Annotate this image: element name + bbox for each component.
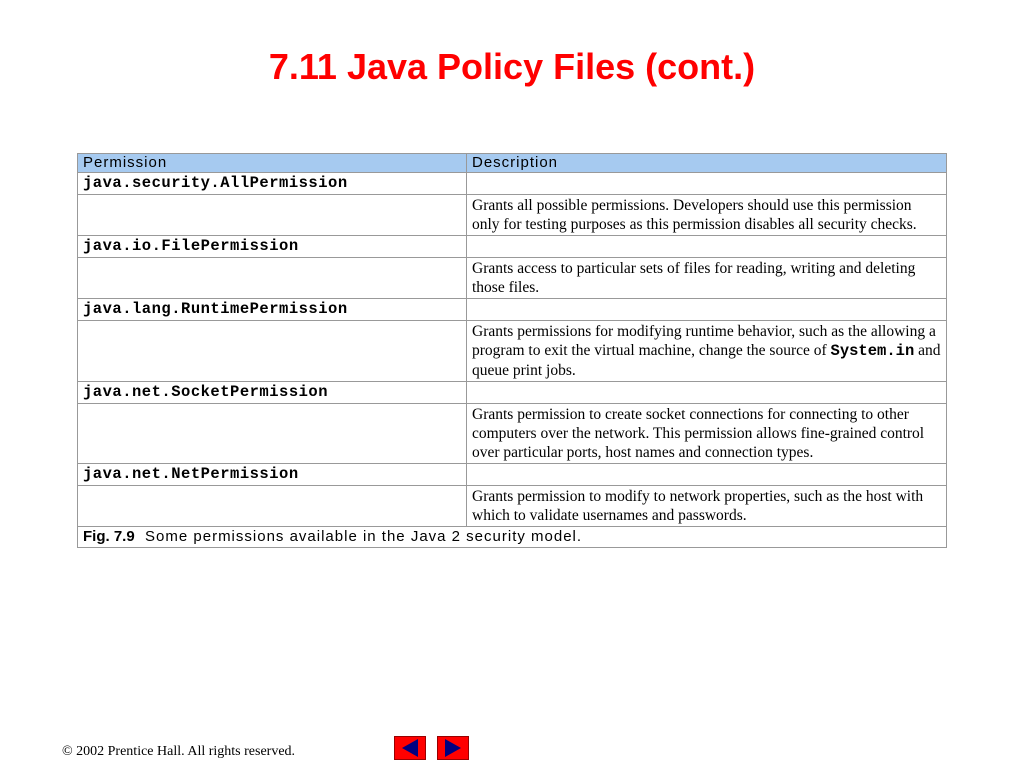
table-row xyxy=(78,486,947,527)
permission-description xyxy=(467,321,947,382)
table-row xyxy=(78,382,947,404)
description-text: and queue print jobs. xyxy=(472,342,941,379)
header-permission: Permission xyxy=(78,154,467,173)
permissions-table xyxy=(77,153,947,548)
caption-text: Some permissions available in the Java 2 security model. xyxy=(145,528,583,545)
left-arrow-icon xyxy=(395,737,425,759)
slide-title: 7.11 Java Policy Files (cont.) xyxy=(268,46,756,87)
figure-caption xyxy=(78,527,947,548)
permission-description: Grants access to particular sets of files for reading, writing and deleting those files. xyxy=(467,258,947,299)
caption-label: Fig. 7.9 xyxy=(83,528,135,545)
next-slide-button[interactable] xyxy=(437,736,469,760)
header-description: Description xyxy=(467,154,947,173)
permission-description: Grants permission to modify to network properties, such as the host with which to validate usernames and passwords. xyxy=(467,486,947,527)
permission-name: java.security.AllPermission xyxy=(78,173,467,195)
permission-name: java.net.SocketPermission xyxy=(78,382,467,404)
table-row xyxy=(78,464,947,486)
right-arrow-icon xyxy=(438,737,468,759)
permission-name: java.net.NetPermission xyxy=(78,464,467,486)
permission-description: Grants all possible permissions. Developers should use this permission only for testing purposes as this permission disables all security checks. xyxy=(467,195,947,236)
permission-description: Grants permission to create socket connections for connecting to other computers over the network. This permission allows fine-grained control over particular ports, host names and connection types. xyxy=(467,404,947,464)
table-row xyxy=(78,321,947,382)
permission-name: java.io.FilePermission xyxy=(78,236,467,258)
table-row xyxy=(78,195,947,236)
table-caption-row xyxy=(78,527,947,548)
table-header-row xyxy=(78,154,947,173)
table-row xyxy=(78,299,947,321)
table-row xyxy=(78,173,947,195)
table-row xyxy=(78,404,947,464)
table-row xyxy=(78,236,947,258)
table-row xyxy=(78,258,947,299)
copyright-footer: © 2002 Prentice Hall. All rights reserved. xyxy=(62,744,296,759)
permission-name: java.lang.RuntimePermission xyxy=(78,299,467,321)
code-system-in: System.in xyxy=(830,342,915,360)
previous-slide-button[interactable] xyxy=(394,736,426,760)
description-text: Grants permissions for modifying runtime behavior, such as the allowing a program to exit the virtual machine, change the source of xyxy=(472,323,936,359)
